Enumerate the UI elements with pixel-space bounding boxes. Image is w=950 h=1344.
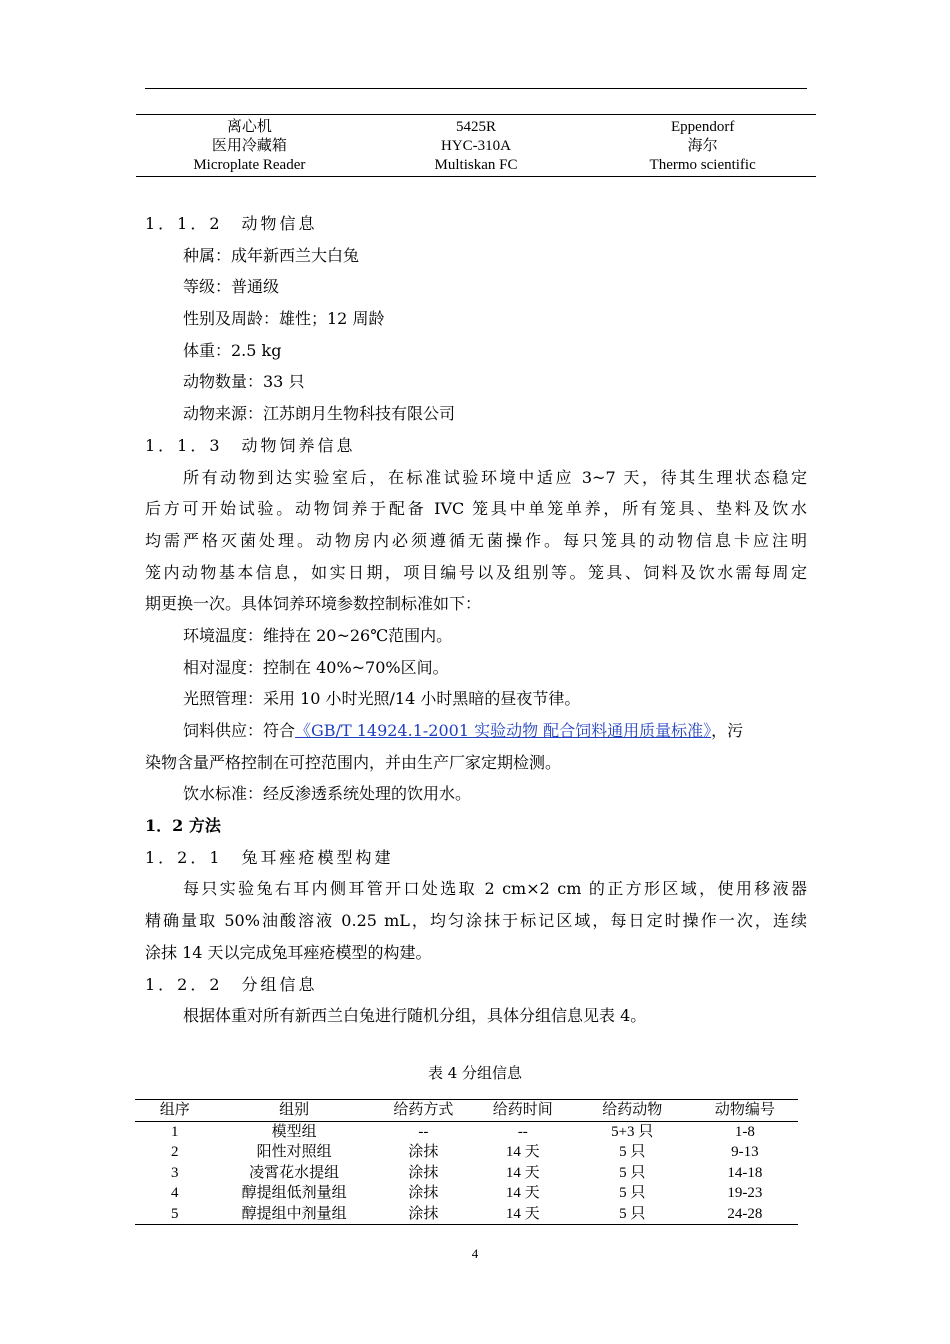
husbandry-line: 期更换一次。具体饲养环境参数控制标准如下： xyxy=(145,594,482,614)
section-heading-1-1-2: 1．1．2 动物信息 xyxy=(145,214,318,233)
table-row xyxy=(136,137,816,156)
husbandry-line: 后方可开始试验。动物饲养于配备 IVC 笼具中单笼单养，所有笼具、垫料及饮水 xyxy=(145,499,807,519)
cell: 14-18 xyxy=(727,1164,763,1181)
table-row xyxy=(135,1163,798,1184)
cell: 醇提组中剂量组 xyxy=(241,1205,347,1222)
table-row xyxy=(135,1204,798,1225)
cell: 涂抹 xyxy=(408,1185,439,1201)
section-heading-1-2: 1．2 方法 xyxy=(145,816,221,836)
cell: 14 天 xyxy=(505,1185,540,1201)
cell: 14 天 xyxy=(505,1144,540,1160)
equipment-name: 医用冷藏箱 xyxy=(211,138,287,154)
cell: 5 只 xyxy=(619,1185,646,1201)
table-row xyxy=(135,1142,798,1163)
cell: 阳性对照组 xyxy=(256,1144,332,1160)
cell: 19-23 xyxy=(727,1185,763,1201)
animal-weight: 体重：2.5 kg xyxy=(183,340,282,360)
page-number: 4 xyxy=(471,1246,479,1261)
env-humidity: 相对湿度：控制在 40%~70%区间。 xyxy=(183,657,449,677)
animal-source: 动物来源：江苏朗月生物科技有限公司 xyxy=(183,404,456,424)
cell: 14 天 xyxy=(505,1164,540,1181)
cell: 5 xyxy=(171,1205,179,1222)
table-row xyxy=(135,1183,798,1204)
column-header: 组别 xyxy=(215,1100,374,1122)
husbandry-line: 所有动物到达实验室后，在标准试验环境中适应 3~7 天，待其生理状态稳定 xyxy=(183,467,807,487)
model-line: 精确量取 50%油酸溶液 0.25 mL，均匀涂抹于标记区域，每日定时操作一次，连续 xyxy=(145,911,807,931)
cell: -- xyxy=(418,1123,429,1140)
cell: 1 xyxy=(171,1123,179,1140)
animal-sex-age: 性别及周龄：雄性；12 周龄 xyxy=(183,309,385,329)
cell: 模型组 xyxy=(271,1123,317,1140)
cell: 涂抹 xyxy=(408,1205,439,1222)
env-feed xyxy=(145,715,807,747)
header-rule xyxy=(145,88,807,89)
column-header: 动物编号 xyxy=(692,1100,798,1122)
husbandry-line: 笼内动物基本信息，如实日期，项目编号以及组别等。笼具、饲料及饮水需每周定 xyxy=(145,562,807,582)
group-table xyxy=(135,1099,798,1225)
table-row xyxy=(135,1121,798,1142)
animal-count: 动物数量：33 只 xyxy=(183,372,305,392)
column-header: 组序 xyxy=(135,1100,215,1122)
model-line: 涂抹 14 天以完成兔耳痤疮模型的构建。 xyxy=(145,942,432,962)
equipment-name: Microplate Reader xyxy=(193,157,306,173)
cell: 2 xyxy=(171,1144,179,1160)
table-row xyxy=(136,115,816,138)
cell: 4 xyxy=(171,1185,179,1201)
cell: 1-8 xyxy=(734,1123,755,1140)
standard-link[interactable]: 《GB/T 14924.1-2001 实验动物 配合饲料通用质量标准》 xyxy=(295,721,712,740)
cell: -- xyxy=(517,1123,528,1140)
equipment-maker: 海尔 xyxy=(687,138,718,154)
cell: 24-28 xyxy=(727,1205,763,1222)
cell: 9-13 xyxy=(731,1144,759,1160)
model-line: 每只实验兔右耳内侧耳管开口处选取 2 cm×2 cm 的正方形区域，使用移液器 xyxy=(183,879,807,899)
table-caption: 表 4 分组信息 xyxy=(427,1064,523,1082)
column-header: 给药方式 xyxy=(374,1100,473,1122)
cell: 5 只 xyxy=(619,1164,646,1181)
env-feed-line2: 染物含量严格控制在可控范围内，并由生产厂家定期检测。 xyxy=(145,752,562,772)
grouping-text: 根据体重对所有新西兰白兔进行随机分组，具体分组信息见表 4。 xyxy=(183,1006,647,1026)
env-light: 光照管理：采用 10 小时光照/14 小时黑暗的昼夜节律。 xyxy=(183,689,581,709)
table-row xyxy=(136,156,816,177)
env-temperature: 环境温度：维持在 20~26℃范围内。 xyxy=(183,625,453,645)
equipment-model: Multiskan FC xyxy=(434,157,518,173)
table-header-row xyxy=(135,1100,798,1122)
feed-prefix: 饲料供应：符合 xyxy=(183,721,296,740)
husbandry-line: 均需严格灭菌处理。动物房内必须遵循无菌操作。每只笼具的动物信息卡应注明 xyxy=(145,530,807,550)
equipment-model: 5425R xyxy=(455,119,496,135)
section-heading-1-2-1: 1．2．1 兔耳痤疮模型构建 xyxy=(145,847,394,867)
cell: 5+3 只 xyxy=(611,1123,654,1140)
section-heading-1-1-3: 1．1．3 动物饲养信息 xyxy=(145,435,356,455)
cell: 涂抹 xyxy=(408,1164,439,1181)
equipment-maker: Thermo scientific xyxy=(649,157,756,173)
cell: 凌霄花水提组 xyxy=(249,1164,340,1181)
column-header: 给药动物 xyxy=(573,1100,692,1122)
equipment-model: HYC-310A xyxy=(440,138,511,154)
cell: 5 只 xyxy=(619,1144,646,1160)
cell: 醇提组低剂量组 xyxy=(241,1185,347,1201)
cell: 5 只 xyxy=(619,1205,646,1222)
feed-suffix: ，污 xyxy=(711,721,744,740)
cell: 14 天 xyxy=(505,1205,540,1222)
animal-grade: 等级：普通级 xyxy=(183,277,280,297)
column-header: 给药时间 xyxy=(473,1100,572,1122)
equipment-maker: Eppendorf xyxy=(671,119,735,135)
animal-species: 种属：成年新西兰大白兔 xyxy=(183,245,360,265)
section-heading-1-2-2: 1．2．2 分组信息 xyxy=(145,974,318,994)
equipment-name: 离心机 xyxy=(226,119,272,135)
equipment-table xyxy=(136,114,816,177)
cell: 涂抹 xyxy=(408,1144,439,1160)
env-water: 饮水标准：经反渗透系统处理的饮用水。 xyxy=(183,784,472,804)
cell: 3 xyxy=(171,1164,179,1181)
body-content xyxy=(145,208,807,1032)
